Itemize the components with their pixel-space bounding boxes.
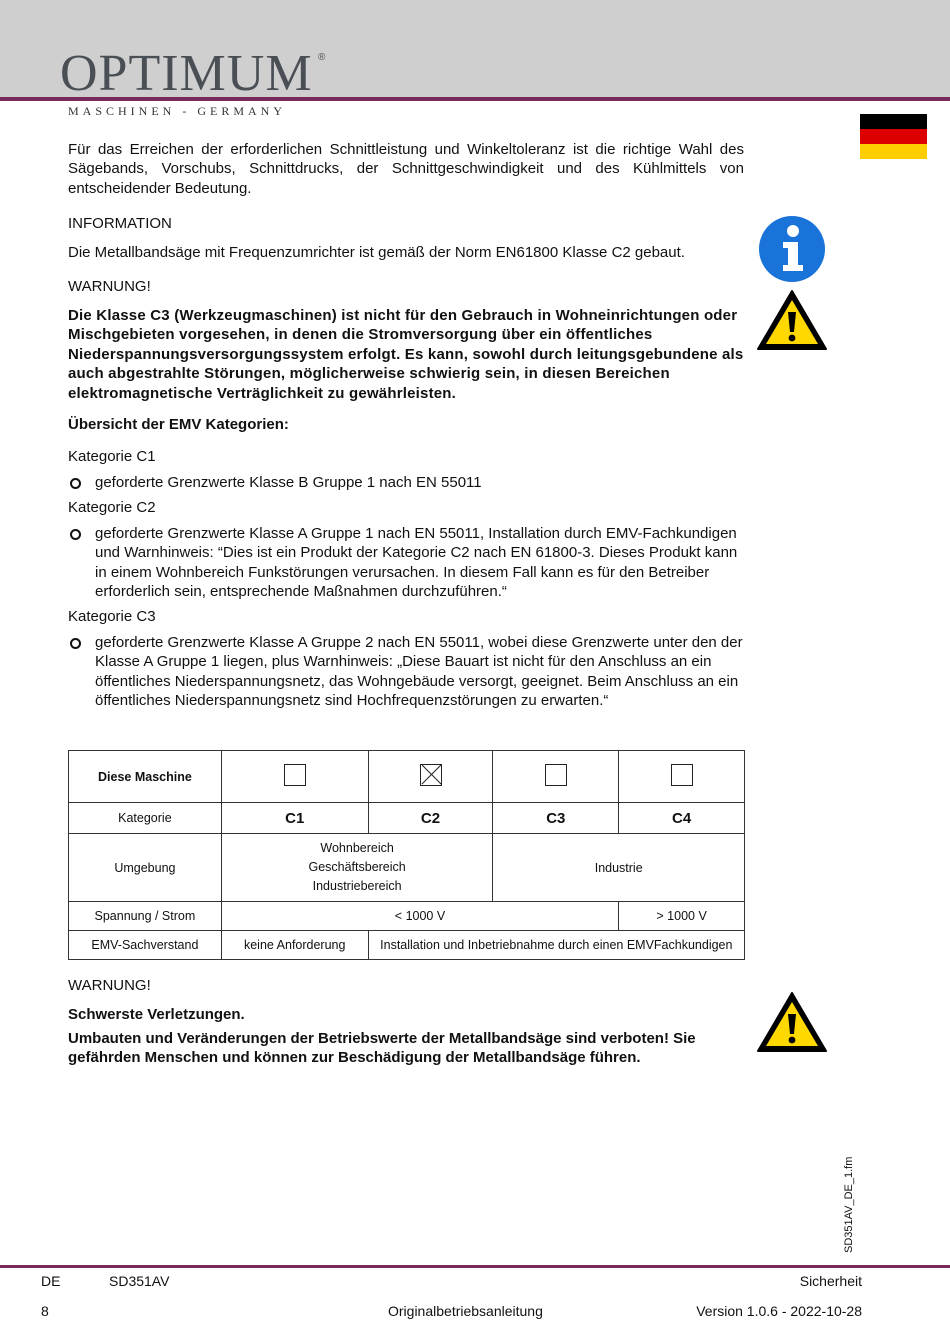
emv-c1: keine Anforderung bbox=[221, 931, 368, 960]
footer-version: Version 1.0.6 - 2022-10-28 bbox=[696, 1303, 862, 1319]
bullet-icon bbox=[70, 529, 81, 540]
row-header-emv: EMV-Sachverstand bbox=[69, 931, 222, 960]
environment-c3-c4: Industrie bbox=[493, 834, 745, 902]
registered-mark: ® bbox=[318, 52, 326, 63]
category-c1: C1 bbox=[221, 803, 368, 834]
footer-section: Sicherheit bbox=[799, 1273, 862, 1289]
table-row bbox=[69, 803, 745, 834]
category-c4: C4 bbox=[619, 803, 745, 834]
table-cell bbox=[221, 751, 368, 803]
checkbox-c3 bbox=[545, 764, 567, 786]
brand-tagline: MASCHINEN - GERMANY bbox=[68, 104, 287, 118]
warning-text: Die Klasse C3 (Werkzeugmaschinen) ist nicht für den Gebrauch in Wohneinrichtungen oder Mischgebieten vorgesehen, in denen die Stromversorgung über ein öffentliches Niederspannungsversorgungssystem erfolgt. Es kann, sowohl durch leitungsgebundene als auch abgestrahlte Störungen, möglicherweise schwierig sein, in diesen Bereichen elektromagnetische Verträglichkeit zu gewährleisten. bbox=[68, 307, 744, 402]
footer-page-number: 8 bbox=[41, 1303, 49, 1319]
list-item-text: geforderte Grenzwerte Klasse A Gruppe 2 nach EN 55011, wobei diese Grenzwerte unter den der Klasse A Gruppe 1 liegen, plus Warnhinweis: „Diese Bauart ist nicht für den Anschluss an ein öffentliches Niederspannungsnetz, das Wohngebäude versorgt, geeignet. Beim Anschluss an ein öffentliches Niederspannungsnetz sind Hochfrequenzstörungen zu erwarten.“ bbox=[95, 634, 743, 710]
flag-stripe-gold bbox=[860, 144, 927, 159]
table-row bbox=[69, 931, 745, 960]
checkbox-c4 bbox=[671, 764, 693, 786]
emv-category-table bbox=[68, 750, 745, 960]
environment-line: Industriebereich bbox=[312, 879, 402, 893]
environment-line: Wohnbereich bbox=[320, 841, 394, 855]
row-header-spannung: Spannung / Strom bbox=[69, 902, 222, 931]
category-label-c3: Kategorie C3 bbox=[68, 608, 156, 625]
warning2-text: Umbauten und Veränderungen der Betriebswerte der Metallbandsäge sind verboten! Sie gefährden Menschen und können zur Beschädigung der Metallbandsäge führen. bbox=[68, 1030, 696, 1067]
information-icon bbox=[758, 215, 826, 283]
emv-c2-c4: Installation und Inbetriebnahme durch einen EMVFachkundigen bbox=[368, 931, 744, 960]
bullet-icon bbox=[70, 638, 81, 649]
row-header-umgebung: Umgebung bbox=[69, 834, 222, 902]
warning-icon bbox=[756, 990, 828, 1054]
footer-document: Originalbetriebsanleitung bbox=[388, 1303, 543, 1319]
info-heading: INFORMATION bbox=[68, 215, 172, 232]
table-row bbox=[69, 834, 745, 902]
table-cell bbox=[368, 751, 493, 803]
row-header-kategorie: Kategorie bbox=[69, 803, 222, 834]
flag-stripe-red bbox=[860, 129, 927, 144]
footer-language: DE bbox=[41, 1273, 61, 1289]
category-label-c2: Kategorie C2 bbox=[68, 499, 156, 516]
warning2-subheading: Schwerste Verletzungen. bbox=[68, 1006, 245, 1023]
info-text: Die Metallbandsäge mit Frequenzumrichter ist gemäß der Norm EN61800 Klasse C2 gebaut. bbox=[68, 244, 685, 261]
warning-icon bbox=[756, 288, 828, 352]
table-cell bbox=[619, 751, 745, 803]
list-item-text: geforderte Grenzwerte Klasse A Gruppe 1 nach EN 55011, Installation durch EMV-Fachkundigen und Warnhinweis: “Dies ist ein Produkt der Kategorie C2 nach EN 61800-3. Dieses Produkt kann in einem Wohnbereich Funkstörungen verursachen. In diesem Fall kann es für den Betreiber erforderlich sein, entsprechende Maßnahmen durchzuführen.“ bbox=[95, 525, 738, 601]
footer-divider bbox=[0, 1265, 950, 1268]
table-cell bbox=[493, 751, 619, 803]
voltage-above-1000: > 1000 V bbox=[619, 902, 745, 931]
intro-paragraph: Für das Erreichen der erforderlichen Schnittleistung und Winkeltoleranz ist die richtige Wahl des Sägebands, Vorschubs, Schnittdrucks, der Schnittgeschwindigkeit und des Kühlmittels von entscheidender Bedeutung. bbox=[68, 141, 744, 197]
category-label-c1: Kategorie C1 bbox=[68, 448, 156, 465]
flag-stripe-black bbox=[860, 114, 927, 129]
category-c2: C2 bbox=[368, 803, 493, 834]
overview-heading: Übersicht der EMV Kategorien: bbox=[68, 416, 289, 433]
german-flag-icon bbox=[860, 114, 927, 159]
file-code: SD351AV_DE_1.fm bbox=[843, 1156, 855, 1253]
footer-model: SD351AV bbox=[109, 1273, 170, 1289]
environment-c1-c2 bbox=[221, 834, 493, 902]
bullet-icon bbox=[70, 478, 81, 489]
environment-line: Geschäftsbereich bbox=[308, 860, 406, 874]
warning2-heading: WARNUNG! bbox=[68, 977, 151, 994]
table-row bbox=[69, 751, 745, 803]
list-item-text: geforderte Grenzwerte Klasse B Gruppe 1 nach EN 55011 bbox=[95, 474, 482, 491]
category-c3: C3 bbox=[493, 803, 619, 834]
checkbox-c1 bbox=[284, 764, 306, 786]
table-row bbox=[69, 902, 745, 931]
brand-logo: OPTIMUM bbox=[60, 45, 313, 102]
voltage-below-1000: < 1000 V bbox=[221, 902, 618, 931]
warning-heading: WARNUNG! bbox=[68, 278, 151, 295]
checkbox-c2-checked bbox=[420, 764, 442, 786]
row-header-machine: Diese Maschine bbox=[69, 751, 222, 803]
